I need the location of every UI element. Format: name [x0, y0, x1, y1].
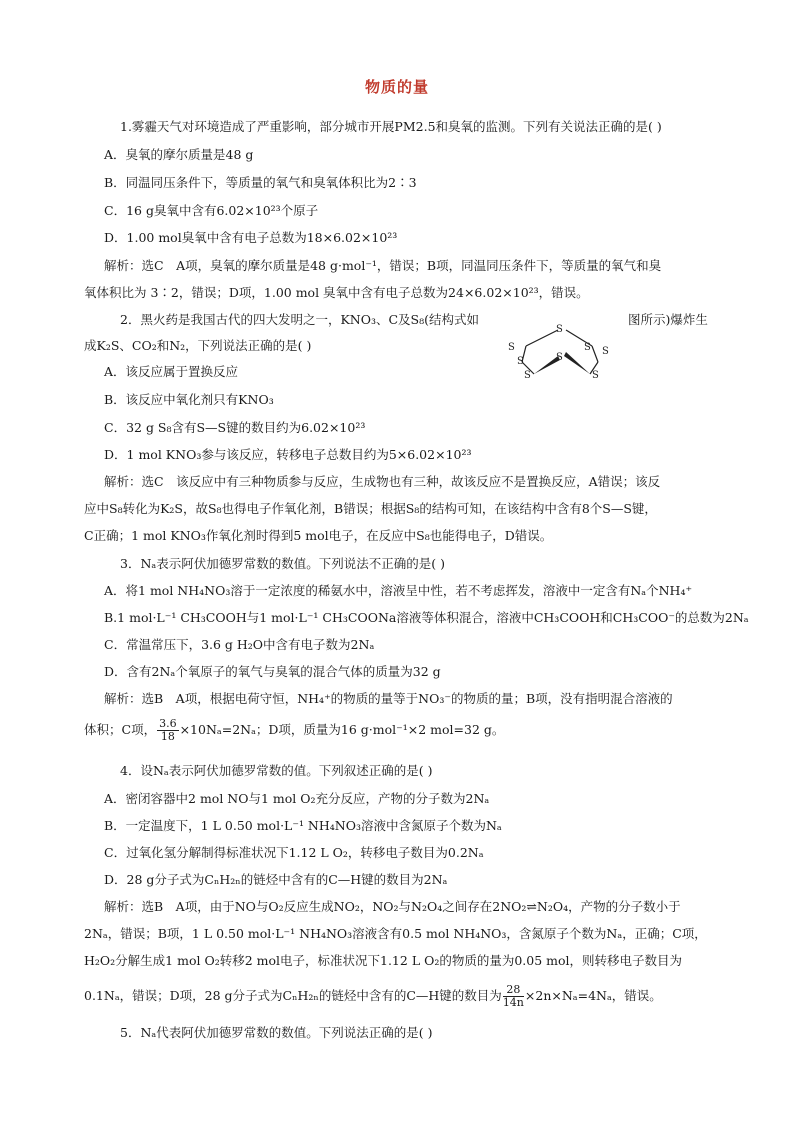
s8-atom-label: S	[556, 324, 563, 335]
s8-atom-label: S	[556, 352, 563, 363]
q3-analysis-suffix: ×10Nₐ=2Nₐ；D项，质量为16 g·mol⁻¹×2 mol=32 g。	[179, 722, 505, 737]
q4-analysis-prefix: 0.1Nₐ，错误；D项，28 g分子式为CₙH₂ₙ的链烃中含有的C—H键的数目为	[84, 988, 502, 1003]
q2-option-d: D．1 mol KNO₃参与该反应，转移电子总数目约为5×6.02×10²³	[104, 447, 472, 462]
question-4-stem: 4．设Nₐ表示阿伏加德罗常数的值。下列叙述正确的是( )	[120, 763, 433, 778]
fraction-denominator: 14n	[502, 996, 524, 1009]
question-2-stem-part-1: 2．黑火药是我国古代的四大发明之一，KNO₃、C及S₈(结构式如	[120, 312, 480, 327]
question-3-stem: 3．Nₐ表示阿伏加德罗常数的数值。下列说法不正确的是( )	[120, 556, 445, 571]
s8-atom-label: S	[592, 370, 599, 381]
q3-option-d: D．含有2Nₐ个氧原子的氧气与臭氧的混合气体的质量为32 g	[104, 664, 441, 679]
page-title: 物质的量	[364, 78, 429, 96]
q4-analysis-suffix: ×2n×Nₐ=4Nₐ，错误。	[524, 988, 662, 1003]
s8-atom-label: S	[517, 356, 524, 367]
q1-option-a: A．臭氧的摩尔质量是48 g	[104, 147, 254, 162]
q4-analysis-line-4	[84, 984, 662, 1009]
fraction-denominator: 18	[160, 730, 175, 743]
question-5-stem: 5．Nₐ代表阿伏加德罗常数的数值。下列说法正确的是( )	[120, 1025, 433, 1040]
q4-option-c: C．过氧化氢分解制得标准状况下1.12 L O₂，转移电子数目为0.2Nₐ	[104, 845, 484, 860]
s8-atom-label: S	[524, 370, 531, 381]
q3-option-a: A．将1 mol NH₄NO₃溶于一定浓度的稀氨水中，溶液呈中性，若不考虑挥发，溶液中一定含有Nₐ个NH₄⁺	[104, 583, 693, 598]
q3-analysis-line-2	[84, 718, 504, 743]
q4-option-a: A．密闭容器中2 mol NO与1 mol O₂充分反应，产物的分子数为2Nₐ	[104, 791, 490, 806]
q4-option-b: B．一定温度下，1 L 0.50 mol·L⁻¹ NH₄NO₃溶液中含氮原子个数为Nₐ	[104, 818, 502, 833]
q1-option-d: D．1.00 mol臭氧中含有电子总数为18×6.02×10²³	[104, 230, 398, 245]
q1-option-c: C．16 g臭氧中含有6.02×10²³个原子	[104, 203, 319, 218]
q2-option-c: C．32 g S₈含有S—S键的数目约为6.02×10²³	[104, 420, 366, 435]
s8-atom-label: S	[602, 346, 609, 357]
q1-analysis-line-2: 氧体积比为 3∶2，错误；D项，1.00 mol 臭氧中含有电子总数为24×6.02×10²³，错误。	[84, 285, 589, 300]
q1-analysis-line-1: 解析：选C A项，臭氧的摩尔质量是48 g·mol⁻¹，错误；B项，同温同压条件下，等质量的氧气和臭	[104, 258, 662, 273]
s8-atom-label: S	[584, 342, 591, 353]
q4-analysis-line-2: 2Nₐ，错误；B项，1 L 0.50 mol·L⁻¹ NH₄NO₃溶液含有0.5 mol NH₄NO₃，含氮原子个数为Nₐ，正确；C项，	[84, 926, 707, 941]
fraction-numerator: 28	[503, 984, 524, 997]
question-1-stem: 1.雾霾天气对环境造成了严重影响，部分城市开展PM2.5和臭氧的监测。下列有关说法正确的是( )	[120, 119, 662, 134]
q2-analysis-line-2: 应中S₈转化为K₂S，故S₈也得电子作氧化剂，B错误；根据S₈的结构可知，在该结构中含有8个S—S键，	[84, 501, 657, 516]
q1-option-b: B．同温同压条件下，等质量的氧气和臭氧体积比为2∶3	[104, 175, 417, 190]
q3-analysis-line-1: 解析：选B A项，根据电荷守恒，NH₄⁺的物质的量等于NO₃⁻的物质的量；B项，没有指明混合溶液的	[104, 691, 673, 706]
s8-structure-diagram	[500, 318, 630, 384]
q4-option-d: D．28 g分子式为CₙH₂ₙ的链烃中含有的C—H键的数目为2Nₐ	[104, 872, 448, 887]
q4-analysis-line-1: 解析：选B A项，由于NO与O₂反应生成NO₂，NO₂与N₂O₄之间存在2NO₂⇌N₂O₄，产物的分子数小于	[104, 899, 681, 914]
q2-option-a: A．该反应属于置换反应	[104, 364, 239, 379]
q2-analysis-line-3: C正确；1 mol KNO₃作氧化剂时得到5 mol电子，在反应中S₈也能得电子，D错误。	[84, 528, 553, 543]
fraction-numerator: 3.6	[159, 717, 177, 730]
q3-option-c: C．常温常压下，3.6 g H₂O中含有电子数为2Nₐ	[104, 637, 375, 652]
question-2-stem-line-2: 成K₂S、CO₂和N₂，下列说法正确的是( )	[84, 338, 312, 353]
fraction	[157, 718, 179, 743]
s8-atom-label: S	[508, 342, 515, 353]
q3-option-b: B.1 mol·L⁻¹ CH₃COOH与1 mol·L⁻¹ CH₃COONa溶液等体积混合，溶液中CH₃COOH和CH₃COO⁻的总数为2Nₐ	[104, 610, 749, 625]
q2-analysis-line-1: 解析：选C 该反应中有三种物质参与反应，生成物也有三种，故该反应不是置换反应，A错误；该反	[104, 474, 661, 489]
q4-analysis-line-3: H₂O₂分解生成1 mol O₂转移2 mol电子，标准状况下1.12 L O₂的物质的量为0.05 mol，则转移电子数目为	[84, 953, 683, 968]
fraction	[503, 984, 524, 1009]
question-2-stem-part-2: 图所示)爆炸生	[628, 312, 708, 327]
q3-analysis-prefix: 体积；C项，	[84, 722, 157, 737]
q2-option-b: B．该反应中氧化剂只有KNO₃	[104, 392, 274, 407]
